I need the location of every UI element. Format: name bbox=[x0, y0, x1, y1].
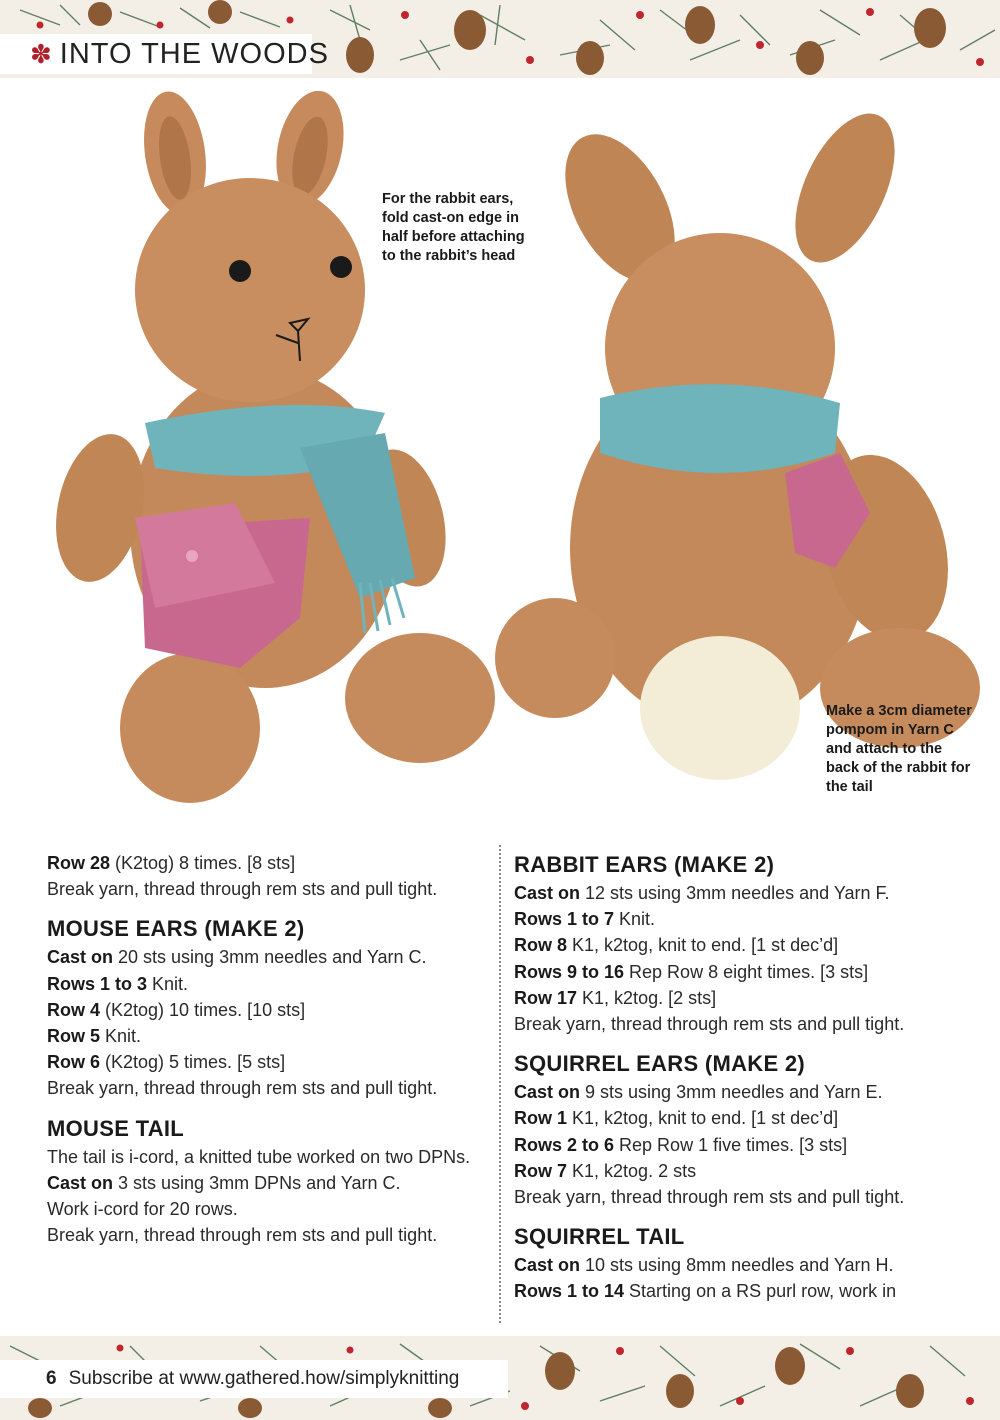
flower-icon: ✽ bbox=[30, 39, 52, 69]
page-number: 6 bbox=[46, 1368, 57, 1389]
row-text: (K2tog) 8 times. [8 sts] bbox=[110, 853, 296, 873]
instruction-line: Row 5 Knit. bbox=[47, 1026, 142, 1047]
section-heading-squirrel-tail: SQUIRREL TAIL bbox=[514, 1224, 685, 1250]
instruction-line: Rows 2 to 6 Rep Row 1 five times. [3 sts] bbox=[514, 1134, 848, 1155]
instruction-line: Cast on 12 sts using 3mm needles and Yarn F. bbox=[514, 883, 890, 903]
back-rabbit-figure bbox=[495, 99, 980, 780]
column-divider bbox=[499, 845, 501, 1323]
instruction-line: Cast on 20 sts using 3mm needles and Yarn C. bbox=[47, 947, 427, 968]
instruction-line: Break yarn, thread through rem sts and pull tight. bbox=[47, 879, 438, 900]
section-heading-mouse-tail: MOUSE TAIL bbox=[47, 1115, 185, 1141]
section-heading-mouse-ears: MOUSE EARS (MAKE 2) bbox=[47, 916, 305, 942]
instruction-line: Work i-cord for 20 rows. bbox=[47, 1199, 238, 1220]
instruction-line: Row 8 K1, k2tog, knit to end. [1 st dec’d] bbox=[514, 935, 839, 956]
instruction-line: Row 1 K1, k2tog, knit to end. [1 st dec’d] bbox=[514, 1108, 839, 1129]
instruction-line: Break yarn, thread through rem sts and pull tight. bbox=[514, 1014, 905, 1035]
rabbit-photo bbox=[0, 78, 1000, 820]
instruction-line: Rows 1 to 3 Knit. bbox=[47, 973, 189, 994]
instruction-line: Row 7 K1, k2tog. 2 sts bbox=[514, 1160, 697, 1181]
instruction-line: Rows 1 to 7 Knit. bbox=[514, 909, 656, 930]
section-header bbox=[0, 34, 329, 74]
instruction-line: Row 17 K1, k2tog. [2 sts] bbox=[514, 987, 717, 1008]
page-footer bbox=[0, 1360, 508, 1398]
instruction-line: Break yarn, thread through rem sts and pull tight. bbox=[514, 1187, 905, 1208]
instruction-line: The tail is i-cord, a knitted tube worked on two DPNs. bbox=[47, 1146, 471, 1167]
instruction-line: Break yarn, thread through rem sts and pull tight. bbox=[47, 1225, 438, 1246]
left-text-column bbox=[47, 850, 487, 1248]
instruction-line bbox=[47, 850, 487, 876]
instruction-line: Rows 1 to 14 Starting on a RS purl row, work in bbox=[514, 1281, 897, 1302]
right-text-column bbox=[514, 850, 954, 1305]
instruction-line: Row 6 (K2tog) 5 times. [5 sts] bbox=[47, 1052, 286, 1073]
instruction-line: Cast on 10 sts using 8mm needles and Yarn H. bbox=[514, 1255, 894, 1276]
section-heading-rabbit-ears: RABBIT EARS (MAKE 2) bbox=[514, 852, 775, 877]
instruction-line: Cast on 9 sts using 3mm needles and Yarn E. bbox=[514, 1082, 883, 1103]
subscribe-link[interactable]: Subscribe at www.gathered.how/simplyknitting bbox=[68, 1368, 460, 1389]
instruction-line: Rows 9 to 16 Rep Row 8 eight times. [3 sts] bbox=[514, 961, 869, 982]
section-title: INTO THE WOODS bbox=[59, 37, 329, 70]
instruction-line: Break yarn, thread through rem sts and pull tight. bbox=[47, 1078, 438, 1099]
section-heading-squirrel-ears: SQUIRREL EARS (MAKE 2) bbox=[514, 1051, 805, 1077]
tail-caption: Make a 3cm diameter pompom in Yarn C and attach to the back of the rabbit for the tail bbox=[826, 703, 972, 795]
ears-caption: For the rabbit ears, fold cast-on edge in half before attaching to the rabbit’s head bbox=[382, 191, 525, 264]
instruction-line: Row 4 (K2tog) 10 times. [10 sts] bbox=[47, 999, 306, 1020]
instruction-line: Cast on 3 sts using 3mm DPNs and Yarn C. bbox=[47, 1172, 401, 1193]
row-label: Row 28 bbox=[47, 853, 111, 873]
